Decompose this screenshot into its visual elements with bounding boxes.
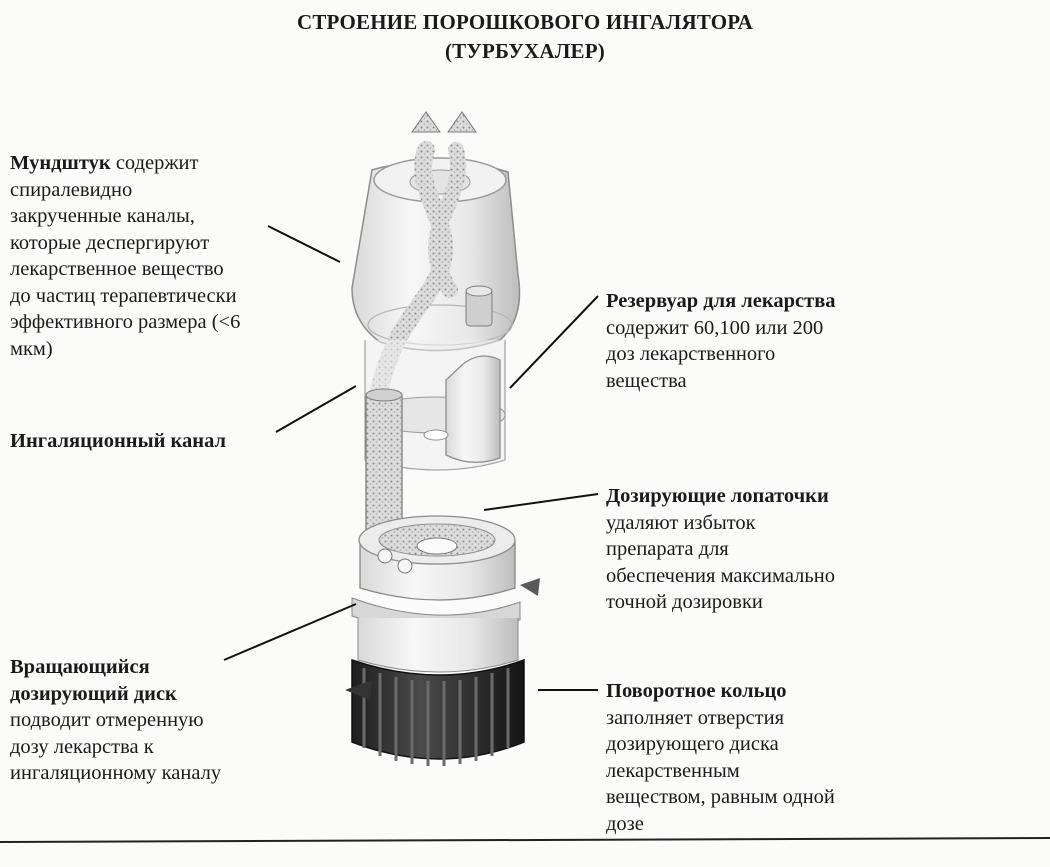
dosing-disc-part <box>352 516 540 632</box>
label-disc-term-1: Вращающийся <box>10 656 150 678</box>
label-disc <box>10 654 221 787</box>
leader-reservoir <box>510 296 598 388</box>
label-reservoir-line-1: содержит 60,100 или 200 <box>606 316 824 339</box>
label-ring-line-5: дозе <box>606 812 644 835</box>
rotating-ring-part <box>345 618 524 766</box>
label-reservoir-line-2: доз лекарственного <box>606 343 776 365</box>
title-line-2: (ТУРБУХАЛЕР) <box>444 39 605 63</box>
leader-scrapers <box>484 494 598 510</box>
label-reservoir-term: Резервуар для лекарства <box>606 290 836 312</box>
leader-channel <box>276 386 356 432</box>
label-scrapers-line-1: удаляют избыток <box>606 511 756 534</box>
label-mouthpiece-line-7: эффективного размера (<6 <box>10 311 241 333</box>
label-ring-line-2: дозирующего диска <box>606 733 779 755</box>
label-mouthpiece-line-4: которые деспергируют <box>10 231 210 254</box>
label-disc-line-3: ингаляционному каналу <box>10 762 222 784</box>
label-channel <box>10 428 226 455</box>
label-ring-line-4: веществом, равным одной <box>606 786 835 808</box>
label-scrapers-line-2: препарата для <box>606 538 729 560</box>
label-disc-line-2: дозу лекарства к <box>10 735 154 758</box>
label-mouthpiece-line-2: спиралевидно <box>10 178 133 201</box>
bottom-rule <box>0 838 1050 842</box>
label-ring-line-3: лекарственным <box>606 759 740 782</box>
label-reservoir <box>606 288 836 394</box>
label-mouthpiece-line-6: до частиц терапевтически <box>10 284 237 307</box>
label-mouthpiece-line-8: мкм) <box>10 337 53 360</box>
label-ring-line-1: заполняет отверстия <box>606 706 784 729</box>
label-mouthpiece-line-5: лекарственное вещество <box>10 258 224 280</box>
label-mouthpiece-line-1: содержит <box>110 152 199 174</box>
title-line-1: СТРОЕНИЕ ПОРОШКОВОГО ИНГАЛЯТОРА <box>296 10 753 34</box>
label-ring <box>606 678 835 837</box>
label-ring-term: Поворотное кольцо <box>606 680 787 702</box>
label-disc-line-1: подводит отмеренную <box>10 709 204 731</box>
label-disc-term-2: дозирующий диск <box>10 682 177 705</box>
leader-disc <box>224 604 356 660</box>
label-mouthpiece <box>10 150 240 362</box>
label-scrapers-line-3: обеспечения максимально <box>606 564 835 587</box>
label-scrapers-term: Дозирующие лопаточки <box>606 485 829 507</box>
label-mouthpiece-line-3: закрученные каналы, <box>10 205 195 227</box>
label-scrapers <box>606 483 835 616</box>
leader-mouthpiece <box>268 226 340 262</box>
label-reservoir-line-3: вещества <box>606 369 687 392</box>
label-channel-term: Ингаляционный канал <box>10 430 227 452</box>
label-mouthpiece-term: Мундштук <box>10 152 111 174</box>
label-scrapers-line-4: точной дозировки <box>606 591 763 613</box>
